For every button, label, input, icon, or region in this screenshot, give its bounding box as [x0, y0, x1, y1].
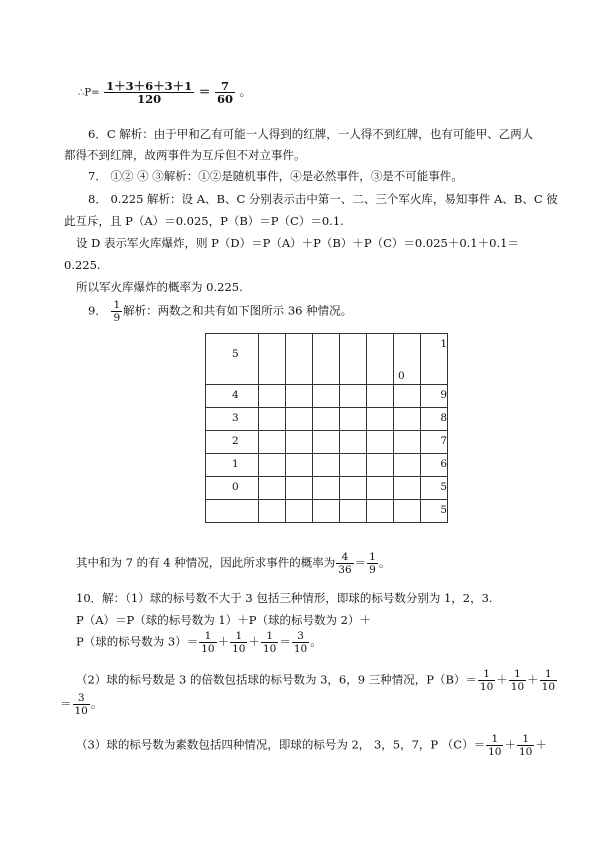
grid-corner-label: 0 [398, 370, 405, 382]
q9-c-end: 。 [378, 555, 391, 570]
grid-cell [206, 408, 259, 431]
grid-right-label: 8 [440, 412, 447, 424]
q5-line [78, 80, 251, 105]
q10-l3-frac-b [230, 630, 247, 655]
grid-cell [286, 408, 313, 431]
q9-concl-frac1 [336, 551, 353, 576]
frac-den: 10 [541, 681, 556, 693]
frac-den: 10 [518, 746, 533, 758]
grid-cell [421, 454, 448, 477]
q10-l4-prefix: （2）球的标号数是 3 的倍数包括球的标号数为 3，6，9 三种情况，P（B）＝ [76, 672, 477, 687]
grid-cell [313, 408, 340, 431]
grid-cell [313, 477, 340, 500]
q5-res-den: 60 [216, 92, 233, 106]
grid-right-label: 6 [440, 458, 447, 470]
q9-number: 9． [88, 303, 107, 318]
frac-num: 3 [292, 630, 309, 643]
q10-l5-prefix: ＝ [60, 696, 72, 711]
frac-num: 1 [261, 630, 278, 643]
grid-cell [421, 431, 448, 454]
grid-cell [367, 477, 394, 500]
q9-c-den1: 36 [338, 564, 352, 576]
eq-sign: ＝ [279, 634, 291, 649]
grid-cell [206, 431, 259, 454]
q10-l3-result [292, 630, 309, 655]
q7-line: 7． ①② ④ ③解析：①②是随机事件，④是必然事件，③是不可能事件。 [88, 169, 463, 183]
grid-right-label: 5 [440, 481, 447, 493]
q10-line6 [76, 733, 547, 758]
grid-cell [394, 408, 421, 431]
q5-end: 。 [239, 84, 252, 99]
q10-line2: P（A）＝P（球的标号数为 1）＋P（球的标号数为 2）＋ [76, 613, 371, 627]
q9-conclusion [76, 551, 390, 576]
grid-cell [313, 500, 340, 523]
grid-cell [340, 500, 367, 523]
frac-den: 10 [232, 643, 246, 655]
grid-row-1 [206, 385, 448, 408]
grid-cell [206, 500, 259, 523]
grid-cell [259, 408, 286, 431]
frac-den: 10 [74, 705, 88, 717]
q6-line1: 6．C 解析：由于甲和乙有可能一人得到的红牌，一人得不到红牌，也有可能甲、乙两人 [88, 127, 534, 141]
q10-l6-frac-a [486, 733, 503, 758]
grid-cell [340, 385, 367, 408]
q9-c-den2: 9 [369, 564, 376, 576]
grid-cell [367, 500, 394, 523]
q10-l3-frac-a [199, 630, 216, 655]
grid-cell [367, 408, 394, 431]
grid-cell [286, 431, 313, 454]
grid-left-label: 1 [232, 458, 239, 470]
grid-row-5 [206, 477, 448, 500]
q10-l5-frac [73, 692, 90, 717]
q5-frac-den: 120 [137, 92, 162, 106]
q10-line5 [60, 692, 102, 717]
grid-right-label: 9 [440, 389, 447, 401]
q9-c-num2: 1 [369, 551, 376, 563]
grid-row-4 [206, 454, 448, 477]
q9-line [88, 299, 352, 324]
q8-line4: 0.225. [64, 258, 101, 272]
frac-num: 1 [230, 630, 247, 643]
q6-line2: 都得不到红牌，故两事件为互斥但不对立事件。 [64, 148, 306, 162]
grid-left-label: 4 [232, 389, 239, 401]
q9-c-num1: 4 [336, 551, 353, 564]
q5-prefix: ∴P= [78, 87, 100, 99]
q8-line1: 8． 0.225 解析：设 A、B、C 分别表示击中第一、二、三个军火库，易知事件 A、B、C 彼 [88, 192, 558, 206]
grid-cell [340, 431, 367, 454]
grid-cell [259, 431, 286, 454]
grid-cell [421, 385, 448, 408]
grid-cell [206, 385, 259, 408]
q9-frac-den: 9 [113, 312, 121, 324]
grid-row-3 [206, 431, 448, 454]
grid-cell [340, 408, 367, 431]
grid-cell [394, 431, 421, 454]
grid-cell [206, 454, 259, 477]
grid-row-0 [206, 334, 448, 385]
plus-sign: ＋ [248, 634, 260, 649]
q10-l6-prefix: （3）球的标号数为素数包括四种情况，即球的标号为 2， 3，5，7，P （C）＝ [76, 737, 486, 752]
q9-concl-text: 其中和为 7 的有 4 种情况，因此所求事件的概率为 [76, 555, 336, 570]
q10-line3 [76, 630, 322, 655]
grid-left-label: 3 [232, 412, 239, 424]
grid-cell [313, 454, 340, 477]
q10-line4 [76, 668, 558, 693]
grid-cell [259, 334, 286, 385]
grid-right-label: 7 [440, 435, 447, 447]
grid-cell [259, 454, 286, 477]
grid-cell [286, 477, 313, 500]
frac-den: 10 [479, 681, 494, 693]
grid-cell [340, 334, 367, 385]
q10-l3-prefix: P（球的标号数为 3）＝ [76, 634, 199, 649]
frac-num: 1 [540, 668, 557, 681]
frac-num: 1 [486, 733, 503, 746]
q5-frac-num: 1＋3＋6＋3＋1 [106, 79, 193, 93]
grid-cell [313, 431, 340, 454]
plus-sign: ＋ [504, 737, 516, 752]
plus-sign: ＋ [527, 672, 539, 687]
grid-row-6 [206, 500, 448, 523]
grid-cell [394, 500, 421, 523]
grid-cell [367, 334, 394, 385]
grid-cell [394, 385, 421, 408]
frac-num: 1 [517, 733, 534, 746]
grid-cell [286, 454, 313, 477]
grid-cell [394, 454, 421, 477]
frac-num: 1 [478, 668, 495, 681]
grid-cell [259, 500, 286, 523]
q10-l4-frac-b [509, 668, 526, 693]
frac-den: 10 [488, 746, 502, 758]
q10-line1: 10．解：（1）球的标号数不大于 3 包括三种情形，即球的标号数分别为 1，2，3. [76, 591, 493, 605]
plus-sign: ＋ [217, 634, 230, 649]
q9-answer-fraction [111, 299, 122, 324]
end-mark: 。 [90, 696, 103, 711]
q10-l4-frac-c [540, 668, 557, 693]
frac-num: 1 [199, 630, 216, 643]
q8-line5: 所以军火库爆炸的概率为 0.225. [76, 280, 243, 294]
frac-den: 10 [262, 643, 277, 655]
q5-res-num: 7 [215, 80, 235, 93]
grid-cell [313, 334, 340, 385]
plus-sign: ＋ [535, 737, 547, 752]
end-mark: 。 [310, 634, 322, 649]
grid-cell [421, 477, 448, 500]
q8-line3: 设 D 表示军火库爆炸，则 P（D）＝P（A）＋P（B）＋P（C）＝0.025＋0.1＋0.1＝ [76, 236, 519, 250]
grid-left-label: 2 [232, 435, 239, 447]
q5-eq: ＝ [198, 84, 211, 99]
frac-den: 10 [510, 681, 525, 693]
frac-num: 3 [73, 692, 90, 705]
grid-cell [394, 477, 421, 500]
grid-cell [313, 385, 340, 408]
grid-cell [206, 334, 259, 385]
q8-line2: 此互斥，且 P（A）＝0.025，P（B）＝P（C）＝0.1. [64, 214, 344, 228]
grid-cell [206, 477, 259, 500]
grid-cell [394, 334, 421, 385]
grid-cell [421, 500, 448, 523]
grid-row-2 [206, 408, 448, 431]
grid-right-label: 1 [440, 338, 447, 350]
q10-l4-frac-a [478, 668, 495, 693]
grid-cell [259, 477, 286, 500]
frac-den: 10 [293, 643, 308, 655]
grid-cell [340, 477, 367, 500]
frac-den: 10 [201, 643, 215, 655]
grid-cell [259, 385, 286, 408]
q9-text: 解析：两数之和共有如下图所示 36 种情况。 [123, 303, 353, 318]
sum-grid-table [205, 333, 448, 523]
q5-fraction [104, 80, 194, 105]
grid-cell [286, 500, 313, 523]
grid-left-label: 0 [232, 481, 239, 493]
grid-cell [421, 408, 448, 431]
frac-num: 1 [509, 668, 526, 681]
grid-cell [340, 454, 367, 477]
q10-l6-frac-b [517, 733, 534, 758]
q9-c-eq: ＝ [354, 555, 367, 570]
plus-sign: ＋ [496, 672, 508, 687]
grid-cell [286, 334, 313, 385]
grid-cell [367, 431, 394, 454]
q5-result [215, 80, 235, 105]
grid-cell [421, 334, 448, 385]
grid-cell [286, 385, 313, 408]
q10-l3-frac-c [261, 630, 278, 655]
grid-right-label: 5 [440, 504, 447, 516]
grid-left-label: 5 [232, 348, 239, 360]
q9-concl-frac2 [367, 551, 378, 576]
q9-frac-num: 1 [113, 299, 121, 311]
grid-cell [367, 454, 394, 477]
grid-cell [367, 385, 394, 408]
